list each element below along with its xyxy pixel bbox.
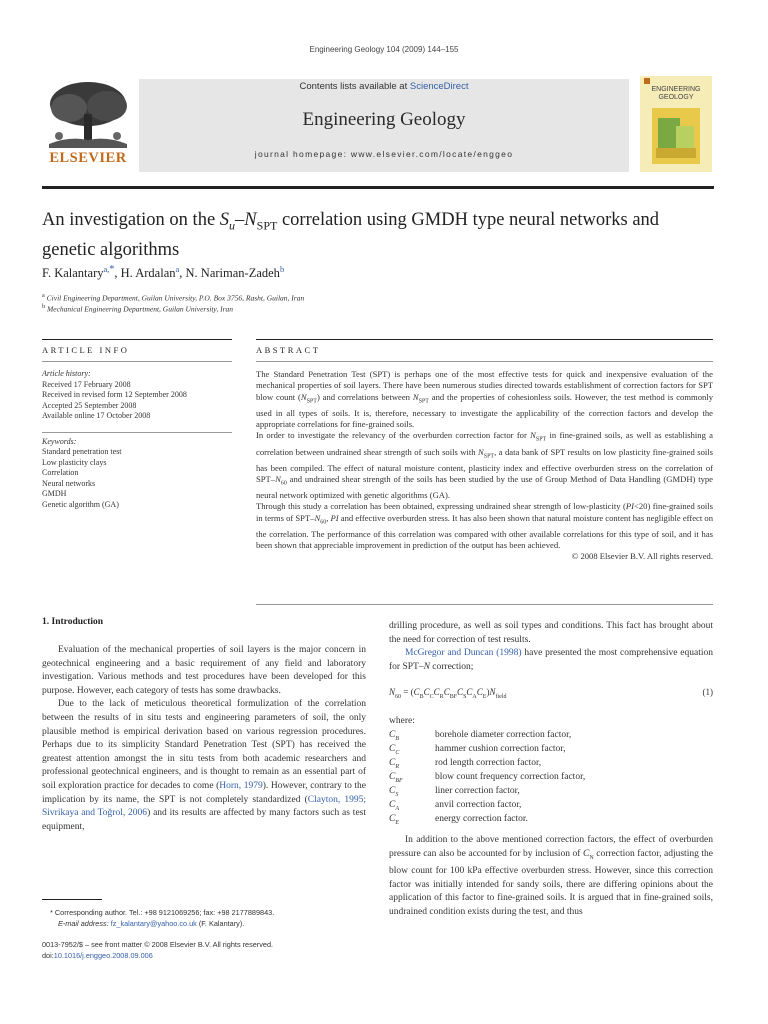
author-name: F. Kalantary (42, 266, 104, 281)
header-rule (42, 186, 714, 189)
correction-factor-list (389, 715, 713, 827)
symbol: C (389, 799, 396, 810)
history-item: Received in revised form 12 September 2008 (42, 390, 187, 399)
reference-link[interactable]: Clayton, 1995; Sivrikaya and Toğrol, 2006 (42, 794, 366, 819)
title-su-sub: u (229, 218, 236, 233)
contents-prefix: Contents lists available at (299, 81, 410, 92)
author-separator: , (114, 266, 121, 281)
reference-link[interactable]: McGregor and Duncan (1998) (405, 648, 522, 659)
author-separator: , (179, 266, 186, 281)
list-item (389, 771, 713, 785)
issn-line: 0013-7952/$ – see front matter © 2008 Elsevier B.V. All rights reserved. (42, 940, 274, 949)
text: ) and correlations between (316, 391, 413, 402)
text: SPT (483, 453, 495, 460)
text: , a data bank of SPT results on low plasticity fine-grained soils has been compiled. The effect of natural moisture content, plasticity index and effective overburden stress on the correlation of SPT– (256, 446, 713, 484)
text: N (275, 473, 281, 484)
symbol-sub: C (395, 749, 400, 756)
author[interactable] (186, 266, 285, 280)
list-item (389, 813, 713, 827)
symbol-sub: BF (395, 777, 403, 784)
affiliation-a (42, 292, 722, 303)
body-paragraph (389, 647, 713, 674)
equation-sub: 60 (395, 693, 402, 700)
text: PI (625, 501, 634, 512)
text: and effective overburden stress. It has also been shown that natural moisture content has negligible effect on the correlation. The performance of this correlation was compared with other available correlations for this type of soil, and it has been shown that appreciable improvement in prediction of the output has been achieved. (256, 512, 714, 551)
email-label: E-mail address: (58, 919, 111, 928)
text: and undrained shear strength of the soils has been studied by the use of Group Method of Data Handling (GMDH) type neural network optimized with genetic algorithms (GA). (256, 473, 713, 500)
cover-title (640, 86, 712, 102)
journal-citation: Engineering Geology 104 (2009) 144–155 (309, 45, 459, 54)
symbol: C (389, 729, 396, 740)
list-item (389, 799, 713, 813)
text: <20) fine-grained soils in terms of SPT– (256, 501, 713, 523)
journal-cover (640, 76, 712, 172)
corresponding-footnote: * Corresponding author. Tel.: +98 9121069256; fax: +98 2177889843. E-mail address: fz_kalantary@yahoo.co.uk (F. Kalantary). (50, 908, 275, 928)
keyword: Low plasticity clays (42, 457, 107, 467)
abstract-top-rule (256, 339, 713, 340)
affiliation-text: Mechanical Engineering Department, Guilan University, Iran (47, 304, 234, 314)
elsevier-tree-icon (39, 78, 137, 150)
article-info-label: ARTICLE INFO (42, 345, 130, 355)
author[interactable] (42, 266, 121, 280)
title-part: An investigation on the (42, 210, 220, 230)
text: The Standard Penetration Test (SPT) is perhaps one of the most effective tests for quick and inexpensive evaluation of the mechanical properties of soil layers. There have been numerous studies directed towards establishment of correction factors for SPT blow count ( (256, 369, 713, 402)
abstract-paragraph (256, 430, 713, 501)
right-column-bottom (389, 834, 713, 919)
title-nspt-sub: SPT (256, 218, 278, 233)
author-affiliation-mark[interactable]: a, (103, 264, 110, 274)
text: correction factor, adjusting the blow count for 100 kPa effective overburden stress. However, since this correction factor was initially intended for sandy soils, there are differing opinions about the application of this factor to fine-grained soils. It is argued that in fine-grained soils, undrained condition exists during the test, and thus (389, 848, 713, 917)
doi-label: doi: (42, 951, 54, 960)
text: 60 (280, 480, 287, 487)
keyword: Neural networks (42, 478, 96, 488)
keyword: Standard penetration test (42, 447, 122, 456)
text: have presented the most comprehensive equation for SPT– (389, 648, 713, 672)
text: , (326, 512, 331, 523)
text: N (478, 446, 484, 457)
text: SPT (418, 398, 429, 405)
symbol-sub: A (395, 805, 400, 812)
journal-name: Engineering Geology (302, 109, 466, 130)
journal-header-panel (139, 79, 629, 172)
text: C (582, 848, 590, 859)
keyword: GMDH (42, 489, 67, 498)
equation-sub: field (495, 693, 507, 700)
equation-symbol: N (389, 687, 396, 697)
description: blow count frequency correction factor, (435, 771, 586, 782)
equation-1: $N_{60} = (C_BC_CC_RC_{BF}C_SC_AC_E)N_{field}$ (1) (389, 687, 713, 700)
list-item (389, 757, 713, 771)
description: liner correction factor, (435, 785, 520, 796)
body-paragraph: Evaluation of the mechanical properties of soil layers is the major concern in geotechnical engineering and a basic requirement of any field and laboratory investigation. Various methods and test procedures have been developed for this purpose. However, each category of tests has some drawbacks. (42, 645, 366, 696)
symbol-sub: S (395, 791, 399, 798)
cover-title-line-1: ENGINEERING (651, 86, 701, 93)
article-info (42, 369, 232, 510)
symbol-sub: E (395, 819, 400, 826)
description: anvil correction factor, (435, 799, 522, 810)
text: SPT (535, 437, 547, 444)
description: borehole diameter correction factor, (435, 729, 572, 740)
affiliation-text: Civil Engineering Department, Guilan University, P.O. Box 3756, Rasht, Guilan, Iran (46, 293, 305, 303)
text: ) and its results are affected by many factors such as test equipment, (42, 808, 366, 832)
text: N (300, 391, 307, 402)
text: in fine-grained soils, as well as establishing a correlation between undrained shear strength of such soils with (256, 430, 713, 457)
history-item: Accepted 25 September 2008 (42, 400, 137, 410)
keyword: Correlation (42, 468, 79, 477)
text: In order to investigate the relevancy of the overburden correction factor for (256, 430, 531, 441)
footnote-text: Corresponding author. Tel.: +98 9121069256; fax: +98 2177889843. (54, 908, 275, 917)
abstract-rule (256, 361, 713, 362)
journal-homepage[interactable]: journal homepage: www.elsevier.com/locate/enggeo (254, 149, 514, 159)
abstract-paragraph (256, 369, 713, 430)
email-link[interactable]: fz_kalantary@yahoo.co.uk (110, 919, 197, 928)
keywords-heading: Keywords: (42, 436, 77, 446)
symbol: C (389, 743, 396, 754)
text: and the properties of cohesionless soils. However, the test method is commonly used in all types of soils. It is, therefore, necessary to investigate the applicability of the correction factors and develop the appropriate correlations for fine-grained soils. (256, 391, 713, 430)
publisher-logo-text: ELSEVIER (49, 150, 127, 166)
section-heading: 1. Introduction (42, 617, 104, 627)
sciencedirect-link[interactable]: ScienceDirect (409, 81, 469, 92)
info-top-rule (42, 339, 232, 340)
cover-art-icon (652, 108, 700, 164)
text: N (530, 430, 536, 441)
title-part: correlation using GMDH type neural networks and (277, 210, 660, 230)
author-name: N. Nariman-Zadeh (185, 266, 280, 281)
description: rod length correction factor, (435, 757, 542, 768)
text: N (423, 661, 430, 672)
elsevier-logo (39, 78, 137, 150)
description: energy correction factor. (435, 813, 528, 824)
author-name: H. Ardalan (120, 266, 176, 281)
abstract-label: ABSTRACT (256, 345, 321, 355)
info-rule (42, 361, 232, 362)
affiliation-b (42, 303, 722, 314)
text: 60 (320, 519, 327, 526)
title-nspt: N (244, 210, 257, 230)
title-dash: – (235, 210, 245, 230)
body-paragraph (389, 834, 713, 919)
text: ). However, contrary to the implication by its name, the SPT is not completely standardized ( (42, 780, 366, 805)
cover-logo-icon (644, 78, 650, 84)
affiliation-mark: b (42, 303, 46, 310)
author-affiliation-mark[interactable]: a (175, 264, 180, 274)
cover-title-line-2: GEOLOGY (658, 94, 694, 101)
symbol-sub: B (395, 735, 400, 742)
corresponding-mark[interactable]: * (109, 264, 115, 275)
contents-line (139, 81, 629, 92)
symbol: C (389, 757, 396, 768)
text: SPT (306, 398, 317, 405)
author[interactable] (121, 266, 186, 280)
where-label: where: (389, 716, 415, 726)
right-column-top (389, 620, 713, 674)
text: N (314, 512, 321, 523)
list-item (389, 785, 713, 799)
footnote-rule (42, 899, 102, 900)
copyright: © 2008 Elsevier B.V. All rights reserved. (571, 551, 713, 562)
keyword: Genetic algorithm (GA) (42, 499, 119, 509)
list-item (389, 729, 713, 743)
author-affiliation-mark[interactable]: b (279, 264, 285, 274)
front-matter (42, 939, 273, 961)
left-column (42, 644, 366, 834)
description: hammer cushion correction factor, (435, 743, 566, 754)
abstract-text (256, 369, 713, 563)
text: In addition to the above mentioned correction factors, the effect of overburden pressure can also be accounted for by inclusion of (389, 835, 713, 859)
history-item: Received 17 February 2008 (42, 379, 131, 389)
doi-link[interactable]: 10.1016/j.enggeo.2008.09.006 (53, 951, 153, 960)
text: PI (330, 512, 339, 523)
symbol: C (389, 771, 396, 782)
symbol: C (389, 785, 396, 796)
footnote-text: (F. Kalantary). (196, 919, 245, 928)
article-title (42, 208, 722, 262)
abstract-paragraph (256, 501, 713, 551)
author-list (42, 264, 722, 281)
symbol-sub: R (395, 763, 400, 770)
history-heading: Article history: (42, 369, 91, 378)
text: N (589, 854, 594, 861)
affiliation-mark: a (42, 292, 45, 299)
text: Due to the lack of meticulous theoretical formulization of the correlation between the results of in situ tests and engineering parameters of soil, the only plausible method is empirical derivation based on various regression procedures. Perhaps due to its simplicity Standard Penetration Test (SPT) has received the greatest attention amongst the in situ tests from both academic researchers and professional geotechnical engineers, and is thought to remain as an essential part of soil exploration practice for decades to come ( (42, 699, 366, 791)
title-part: genetic algorithms (42, 239, 180, 260)
symbol: C (389, 813, 396, 824)
text: correction; (429, 661, 474, 672)
text: N (412, 391, 419, 402)
keywords-rule (42, 432, 232, 433)
title-su: S (219, 210, 230, 230)
equation-number: (1) (702, 687, 713, 697)
list-item (389, 743, 713, 757)
reference-link[interactable]: Horn, 1979 (219, 780, 263, 791)
history-item: Available online 17 October 2008 (42, 411, 151, 420)
text: Through this study a correlation has been obtained, expressing undrained shear strength of low-plasticity ( (256, 501, 626, 512)
body-paragraph (42, 698, 366, 834)
abstract-bottom-rule (256, 604, 713, 605)
body-paragraph: drilling procedure, as well as soil types and conditions. This fact has brought about the need for correction of test results. (389, 621, 713, 645)
